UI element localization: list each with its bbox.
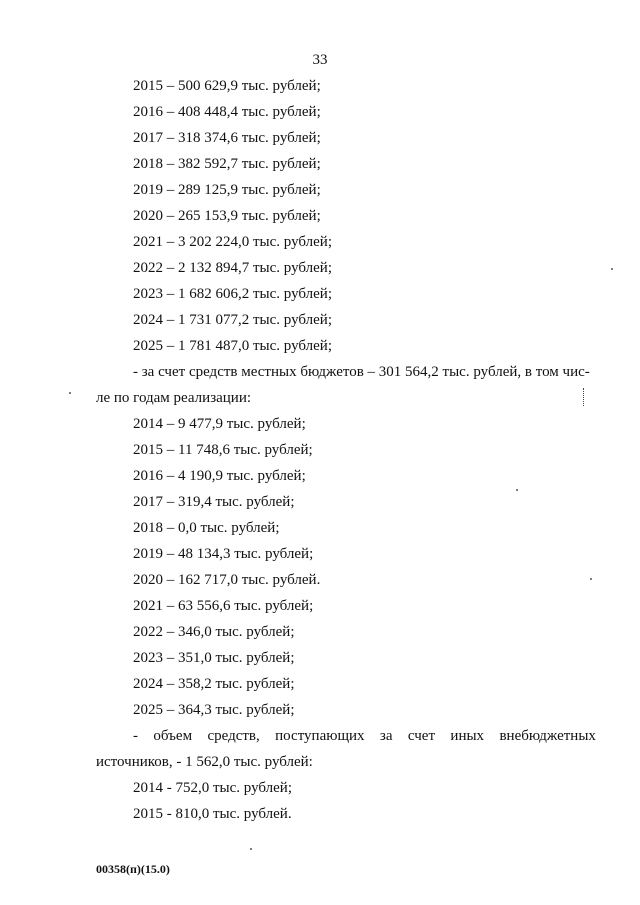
list-item: 2025 – 364,3 тыс. рублей; xyxy=(133,702,295,718)
list-item: 2015 - 810,0 тыс. рублей. xyxy=(133,806,292,822)
list-item: 2017 – 319,4 тыс. рублей; xyxy=(133,494,295,510)
list-item: 2021 – 3 202 224,0 тыс. рублей; xyxy=(133,234,332,250)
document-body xyxy=(96,76,596,830)
list-item: 2017 – 318 374,6 тыс. рублей; xyxy=(133,130,321,146)
list-item: 2015 – 11 748,6 тыс. рублей; xyxy=(133,442,313,458)
word: - xyxy=(133,728,138,744)
margin-mark xyxy=(583,388,585,406)
list-item: 2022 – 2 132 894,7 тыс. рублей; xyxy=(133,260,332,276)
list-item: 2019 – 48 134,3 тыс. рублей; xyxy=(133,546,314,562)
list-item: 2021 – 63 556,6 тыс. рублей; xyxy=(133,598,314,614)
list-item: 2016 – 4 190,9 тыс. рублей; xyxy=(133,468,306,484)
list-item: 2025 – 1 781 487,0 тыс. рублей; xyxy=(133,338,332,354)
list-item: 2018 – 382 592,7 тыс. рублей; xyxy=(133,156,321,172)
local-budget-paragraph-line2: ле по годам реализации: xyxy=(96,390,252,406)
list-item: 2023 – 1 682 606,2 тыс. рублей; xyxy=(133,286,332,302)
document-code: 00358(п)(15.0) xyxy=(96,862,170,876)
scan-speck xyxy=(69,392,71,394)
word: средств, xyxy=(207,728,260,744)
scan-speck xyxy=(611,268,613,270)
list-item: 2024 – 1 731 077,2 тыс. рублей; xyxy=(133,312,332,328)
list-item: 2014 - 752,0 тыс. рублей; xyxy=(133,780,292,796)
word: счет xyxy=(407,728,436,744)
page-number: 33 xyxy=(312,52,328,68)
scan-speck xyxy=(250,848,252,850)
word: иных xyxy=(450,728,485,744)
word: объем xyxy=(153,728,193,744)
word: поступающих xyxy=(275,728,365,744)
scan-speck xyxy=(516,489,518,491)
word: за xyxy=(379,728,393,744)
list-item: 2018 – 0,0 тыс. рублей; xyxy=(133,520,280,536)
list-item: 2023 – 351,0 тыс. рублей; xyxy=(133,650,295,666)
list-item: 2015 – 500 629,9 тыс. рублей; xyxy=(133,78,321,94)
list-item: 2019 – 289 125,9 тыс. рублей; xyxy=(133,182,321,198)
list-item: 2020 – 265 153,9 тыс. рублей; xyxy=(133,208,321,224)
list-item: 2020 – 162 717,0 тыс. рублей. xyxy=(133,572,321,588)
list-item: 2016 – 408 448,4 тыс. рублей; xyxy=(133,104,321,120)
list-item: 2022 – 346,0 тыс. рублей; xyxy=(133,624,295,640)
list-item: 2024 – 358,2 тыс. рублей; xyxy=(133,676,295,692)
list-item: 2014 – 9 477,9 тыс. рублей; xyxy=(133,416,306,432)
local-budget-paragraph-line1: - за счет средств местных бюджетов – 301 564,2 тыс. рублей, в том чис- xyxy=(133,364,590,380)
extra-budget-paragraph-line2: источников, - 1 562,0 тыс. рублей: xyxy=(96,754,313,770)
extra-budget-paragraph-line1 xyxy=(96,726,596,752)
word: внебюджетных xyxy=(499,728,596,744)
scan-speck xyxy=(590,578,592,580)
